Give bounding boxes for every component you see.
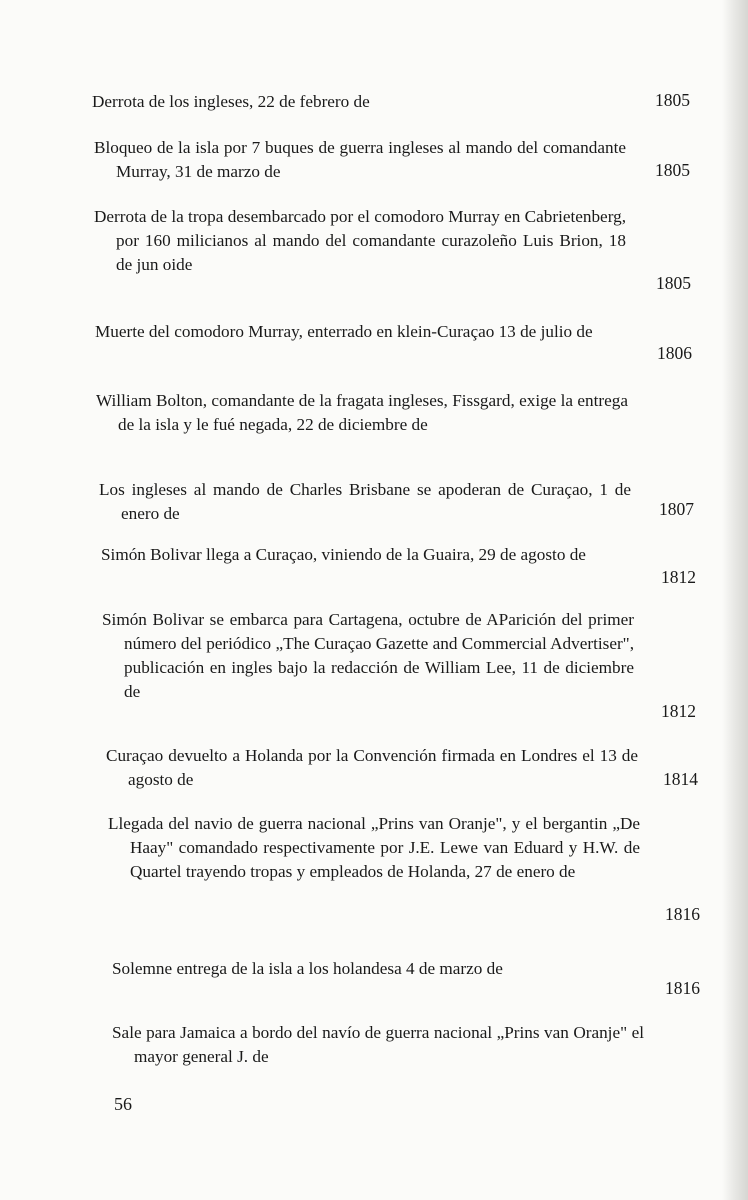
entry-text: Llegada del navio de guerra nacional „Prins van Oranje", y el bergantin „De Haay" comandado respectivamente por J.E. Lewe van Eduard y H.W. de Quartel trayendo tropas y empleados de Holanda, 27 de enero de [108, 814, 640, 881]
entry-text: Los ingleses al mando de Charles Brisbane se apoderan de Curaçao, 1 de enero de [99, 480, 631, 523]
page-number: 56 [114, 1094, 132, 1114]
entry-text: Simón Bolivar llega a Curaçao, viniendo de la Guaira, 29 de agosto de [101, 545, 586, 564]
entry-year: 1805 [656, 273, 691, 293]
entry-text: Derrota de los ingleses, 22 de febrero de [92, 92, 370, 111]
entry-text: Sale para Jamaica a bordo del navío de guerra nacional „Prins van Oranje" el mayor general J. de [112, 1023, 644, 1066]
entry-text: Simón Bolivar se embarca para Cartagena, octubre de AParición del primer número del periódico „The Curaçao Gazette and Commercial Advertiser", publicación en ingles bajo la redacción de William Lee, 11 de diciembre de [102, 610, 634, 701]
entry-year: 1814 [663, 769, 698, 789]
entry-text: Solemne entrega de la isla a los holandesa 4 de marzo de [112, 959, 503, 978]
entry-text: Muerte del comodoro Murray, enterrado en klein-Curaçao 13 de julio de [95, 322, 593, 341]
entry-text: Bloqueo de la isla por 7 buques de guerra ingleses al mando del comandante Murray, 31 de marzo de [94, 138, 626, 181]
entry-year: 1805 [655, 90, 690, 110]
entry-year: 1816 [665, 904, 700, 924]
entry-year: 1806 [657, 343, 692, 363]
entry-year: 1807 [659, 499, 694, 519]
entry-text: Derrota de la tropa desembarcado por el comodoro Murray en Cabrietenberg, por 160 milicianos al mando del comandante curazoleño Luis Brion, 18 de jun oide [94, 207, 626, 274]
entry-text: William Bolton, comandante de la fragata ingleses, Fissgard, exige la entrega de la isla y le fué negada, 22 de diciembre de [96, 391, 628, 434]
entry-year: 1805 [655, 160, 690, 180]
entry-year: 1816 [665, 978, 700, 998]
entry-year: 1812 [661, 701, 696, 721]
entry-year: 1812 [661, 567, 696, 587]
entry-text: Curaçao devuelto a Holanda por la Convención firmada en Londres el 13 de agosto de [106, 746, 638, 789]
